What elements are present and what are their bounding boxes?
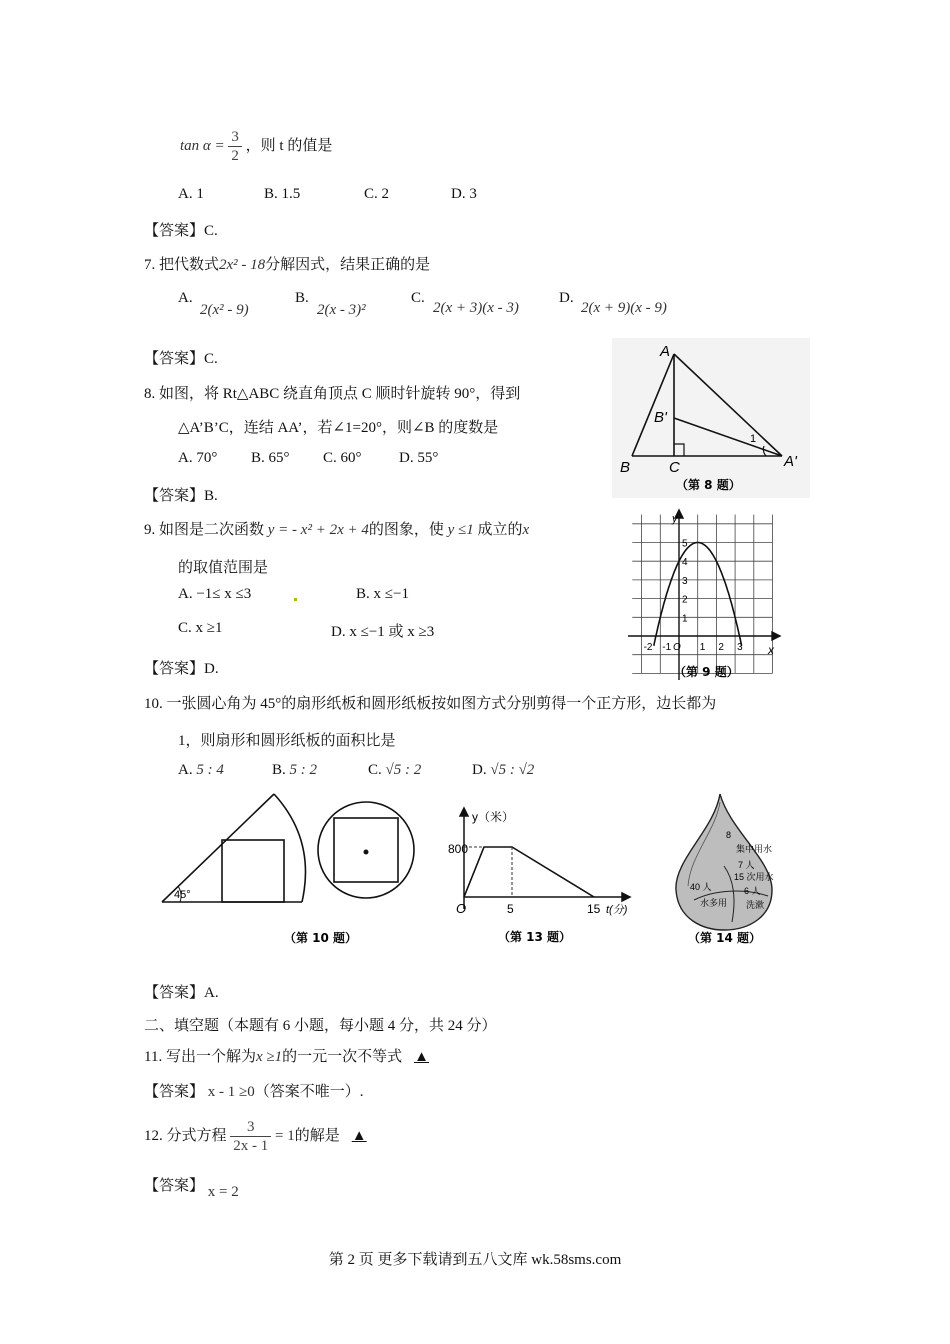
q11-answer-note: （答案不唯一）. [254,1084,364,1100]
q11-tail: 的一元一次不等式 [282,1049,403,1065]
q11-blank: ▲ [414,1049,429,1065]
q10-option-d [472,762,534,779]
q12-tail: 的解是 [294,1127,340,1144]
q7-option-a-label: A. [178,290,193,306]
q12-frac-den: 2x - 1 [233,1138,269,1154]
q10-option-c-expr: √5 : 2 [385,762,422,778]
fig10-sector-radius [162,794,274,902]
q8-answer: 【答案】B. [144,488,218,504]
q6-option-a: A. 1 [178,186,204,202]
section-2-heading: 二、填空题（本题有 6 小题，每小题 4 分，共 24 分） [144,1018,497,1034]
q9-mid: 的图象，使 [368,522,444,538]
q9-lead: 9. 如图是二次函数 [144,522,265,538]
q10-option-b-label: B. [272,762,286,778]
q10-option-c-label: C. [368,762,382,778]
fig13-x-arrow [622,893,630,901]
q9-x-tick: O [673,642,681,653]
fig14-label-7ren: 7 人 [738,860,755,870]
q8-label-c: C [669,459,680,476]
q9-y-tick: 4 [682,557,688,569]
q8-option-c: C. 60° [323,450,362,466]
q8-label-angle1: 1 [750,433,757,445]
q9-axis-y: y [672,513,678,525]
fig10-center-dot [364,850,369,855]
q9-y-tick: 2 [682,594,688,606]
q7-option-b: 2(x - 3)² [317,302,366,318]
q9-tail: 成立的 [477,522,523,538]
q11-answer-label: 【答案】 [144,1084,205,1100]
fig13-x-tick-5: 5 [507,902,514,916]
q6-fraction [228,128,242,165]
q10-line2: 1，则扇形和圆形纸板的面积比是 [178,733,396,749]
q12-fraction [230,1118,271,1155]
q7-option-d-label: D. [559,290,574,306]
q8-label-a1: A' [784,453,797,470]
q9-option-c: C. x ≥1 [178,620,223,636]
q11-answer-expr: x - 1 ≥0 [207,1084,255,1100]
q10-option-a-expr: 5 : 4 [196,762,224,778]
q8-figure [612,338,810,498]
q12-eq: = 1 [275,1127,295,1144]
fig10-square-in-sector [222,840,284,902]
q9-axis-x: x [768,643,774,657]
fig14-label-6ren: 6 人 [744,886,761,896]
q14-figure [654,790,804,950]
q12-answer-expr: x = 2 [207,1184,239,1200]
q7-expr: 2x² - 18 [219,257,266,273]
q9-y-tick: 1 [682,613,688,625]
q11-cond: x ≥1 [255,1049,283,1065]
fig14-label-15ci: 15 次用水 [734,872,774,882]
fig14-label-duoyong: 水多用 [700,898,728,908]
fig10-sector-arc [274,794,306,902]
q9-x-tick: 1 [699,642,706,653]
q7-tail: 分解因式，结果正确的是 [265,257,431,273]
q9-option-b: B. x ≤−1 [356,586,409,602]
q7-option-c: 2(x + 3)(x - 3) [433,300,519,316]
q9-x-tick: -2 [643,642,653,653]
q9-x-tick: 3 [737,642,743,653]
q12-blank: ▲ [351,1127,367,1144]
fig13-x-tick-15: 15 [587,902,601,916]
q7-option-d: 2(x + 9)(x - 9) [581,300,667,316]
fig13-origin: O [456,901,467,916]
q10-line1: 10. 一张圆心角为 45°的扇形纸板和圆形纸板按如图方式分别剪得一个正方形，边长都为 [144,696,717,712]
q11-stem [144,1045,441,1066]
q10-option-a-label: A. [178,762,193,778]
q8-option-a: A. 70° [178,450,218,466]
q9-caption: （第 9 题） [674,665,739,679]
q6-answer: 【答案】C. [144,223,218,239]
q8-option-d: D. 55° [399,450,439,466]
q9-y-tick: 3 [682,575,688,587]
q7-lead: 7. 把代数式 [144,257,220,273]
q11-answer [144,1080,364,1101]
q7-stem [144,253,430,274]
fig10-caption: （第 10 题） [284,931,358,945]
q12-answer [144,1174,239,1200]
fig13-y-label: y（米） [472,810,515,824]
page-footer: 第 2 页 更多下载请到五八文库 wk.58sms.com [328,1252,622,1268]
q8-option-b: B. 65° [251,450,290,466]
fig14-label-jizhong: 集中用水 [736,844,773,854]
q10-option-d-label: D. [472,762,487,778]
q10-figure [156,790,426,950]
q9-option-a: A. −1≤ x ≤3 [178,586,252,602]
q7-option-b-label: B. [295,290,309,306]
q7-answer: 【答案】C. [144,351,218,367]
q8-label-b: B [620,459,631,476]
fig13-y-value: 800 [448,842,469,856]
q7-option-a: 2(x² - 9) [200,302,249,318]
q8-label-a: A [660,343,671,360]
q12-lead: 12. 分式方程 [144,1127,227,1144]
q6-frac-num: 3 [228,128,242,147]
q12-answer-label: 【答案】 [144,1178,205,1194]
q6-option-c: C. 2 [364,186,390,202]
q9-x-tick: -1 [662,642,672,653]
q7-option-c-label: C. [411,290,425,306]
q6-option-b: B. 1.5 [264,186,301,202]
q9-var: x [522,522,530,538]
q10-answer: 【答案】A. [144,985,219,1001]
q9-stem [144,518,529,539]
q9-cond: y ≤1 [447,522,474,538]
q6-frac-den: 2 [231,148,239,164]
q9-y-tick: 5 [682,538,688,550]
q8-line1: 8. 如图，将 Rt△ABC 绕直角顶点 C 顺时针旋转 90°，得到 [144,386,521,402]
fig13-y-arrow [460,808,468,816]
q10-option-a [178,762,224,779]
q10-option-b [272,762,317,779]
q10-option-d-expr: √5 : √2 [490,762,535,778]
fig10-angle-label: 45° [174,889,191,901]
q9-line2: 的取值范围是 [178,560,269,576]
stray-dot [294,598,297,601]
q6-option-d: D. 3 [451,186,477,202]
q9-x-arrow [772,632,780,640]
fig14-label-40ren: 40 人 [690,882,712,892]
q6-tan-lhs: tan α = [180,137,225,154]
q8-line2: △A’B’C，连结 AA’，若∠1=20°，则∠B 的度数是 [178,420,499,436]
q9-answer: 【答案】D. [144,661,219,677]
q11-lead: 11. 写出一个解为 [144,1049,256,1065]
q9-x-tick: 2 [718,642,724,653]
q8-label-b1: B' [654,409,667,426]
fig13-graph [464,847,594,897]
q12-frac-num: 3 [230,1118,271,1137]
q13-figure [448,805,633,950]
q12-stem [144,1118,379,1155]
q9-figure [628,508,784,683]
q9-option-d: D. x ≤−1 或 x ≥3 [331,624,435,640]
fig13-caption: （第 13 题） [498,930,572,944]
q9-expr: y = - x² + 2x + 4 [267,522,369,538]
fig14-caption: （第 14 题） [688,931,762,945]
fig14-label-xishu: 洗漱 [746,900,765,910]
q6-tail: ，则 t 的值是 [245,137,333,154]
fig13-x-label: t(分) [606,904,628,916]
q8-caption: （第 8 题） [676,478,741,492]
q10-option-b-expr: 5 : 2 [289,762,318,778]
fig14-label-8: 8 [726,830,732,840]
q6-stem [180,128,332,165]
q10-option-c [368,762,421,779]
